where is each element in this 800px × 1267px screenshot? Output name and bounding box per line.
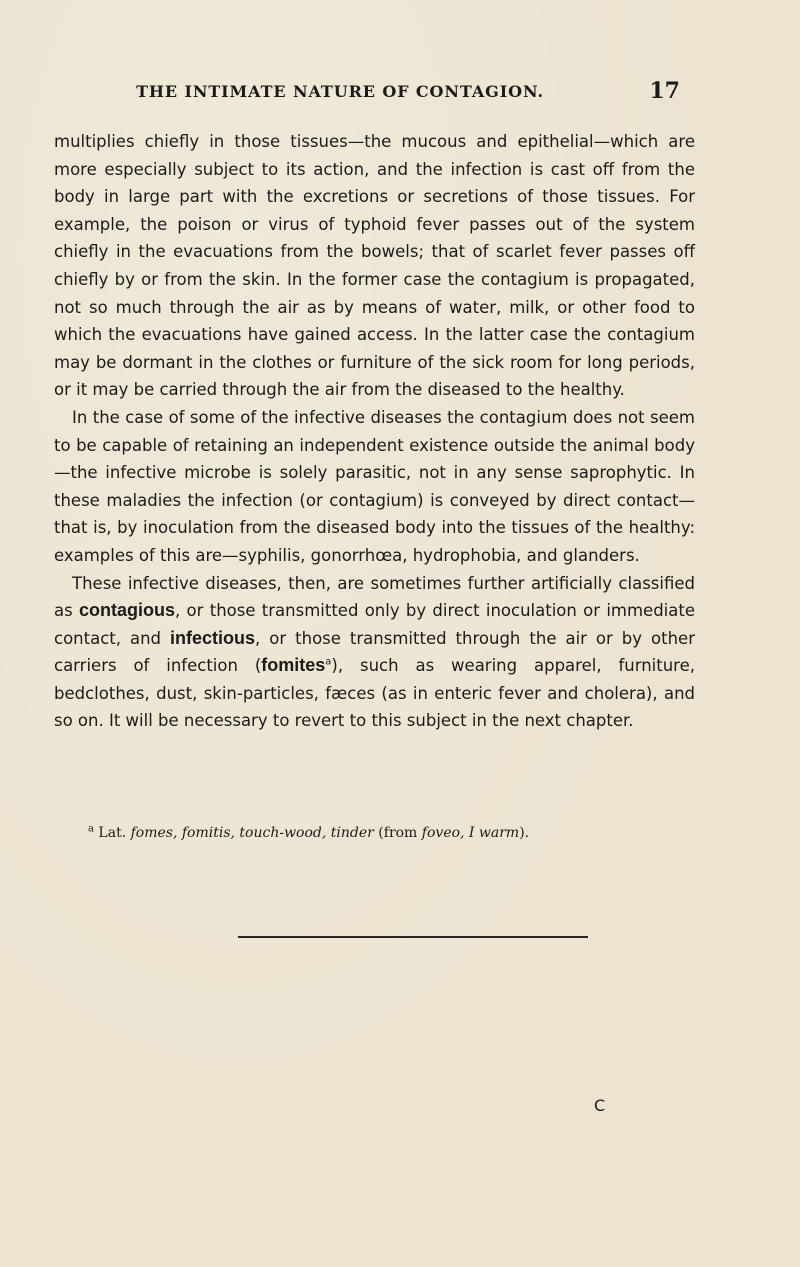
paragraph-3: [54, 570, 695, 736]
footnote-end: ).: [519, 825, 530, 841]
paragraph-3-text-3: , or those transmitted through the air or by other carriers of infection (: [54, 628, 695, 676]
paragraph-2: In the case of some of the infective diseases the contagium does not seem to be capable of retaining an independent existence outside the animal body—the infective microbe is solely parasitic, not in any sense saprophytic. In these maladies the infection (or contagium) is conveyed by direct contact—that is, by inoculation from the diseased body into the tissues of the healthy: examples of this are—syphilis, gonorrhœa, hydrophobia, and glanders.: [54, 407, 695, 565]
footnote-mid: (from: [378, 825, 418, 841]
paragraph-3-text-2: , or those transmitted only by direct inoculation or immediate contact, and: [54, 601, 695, 648]
paragraph-3-text-1: These infective diseases, then, are sometimes further artificially classified as: [54, 573, 695, 621]
footnote-lat: Lat.: [98, 825, 127, 841]
footnote-reference: a: [325, 656, 332, 668]
horizontal-rule: [238, 936, 588, 938]
term-contagious: contagious: [79, 600, 176, 621]
body-text: [54, 128, 695, 735]
footnote-italic-2: foveo, I warm: [421, 825, 520, 841]
footnote: [88, 825, 708, 841]
header-title: THE INTIMATE NATURE OF CONTAGION.: [136, 82, 544, 101]
footnote-marker: a: [88, 823, 94, 835]
signature-mark: C: [594, 1096, 606, 1115]
paragraph-3-text-4: ), such as wearing apparel, furniture, bedclothes, dust, skin-particles, fæces (as in enteric fever and cholera), and so on. It will be necessary to revert to this subject in the next chapter.: [54, 656, 695, 731]
running-header: [70, 78, 680, 118]
term-infectious: infectious: [170, 627, 256, 648]
paragraph-1: multiplies chiefly in those tissues—the mucous and epithelial—which are more especially subject to its action, and the infection is cast off from the body in large part with the excretions or secretions of those tissues. For example, the poison or virus of typhoid fever passes out of the system chiefly in the evacuations from the bowels; that of scarlet fever passes off chiefly by or from the skin. In the former case the contagium is propagated, not so much through the air as by means of water, milk, or other food to which the evacuations have gained access. In the latter case the contagium may be dormant in the clothes or furniture of the sick room for long periods, or it may be carried through the air from the diseased to the healthy.: [54, 132, 695, 400]
footnote-italic-1: fomes, fomitis, touch-wood, tinder: [130, 825, 374, 841]
page-number: 17: [649, 78, 680, 104]
term-fomites: fomites: [261, 655, 326, 676]
